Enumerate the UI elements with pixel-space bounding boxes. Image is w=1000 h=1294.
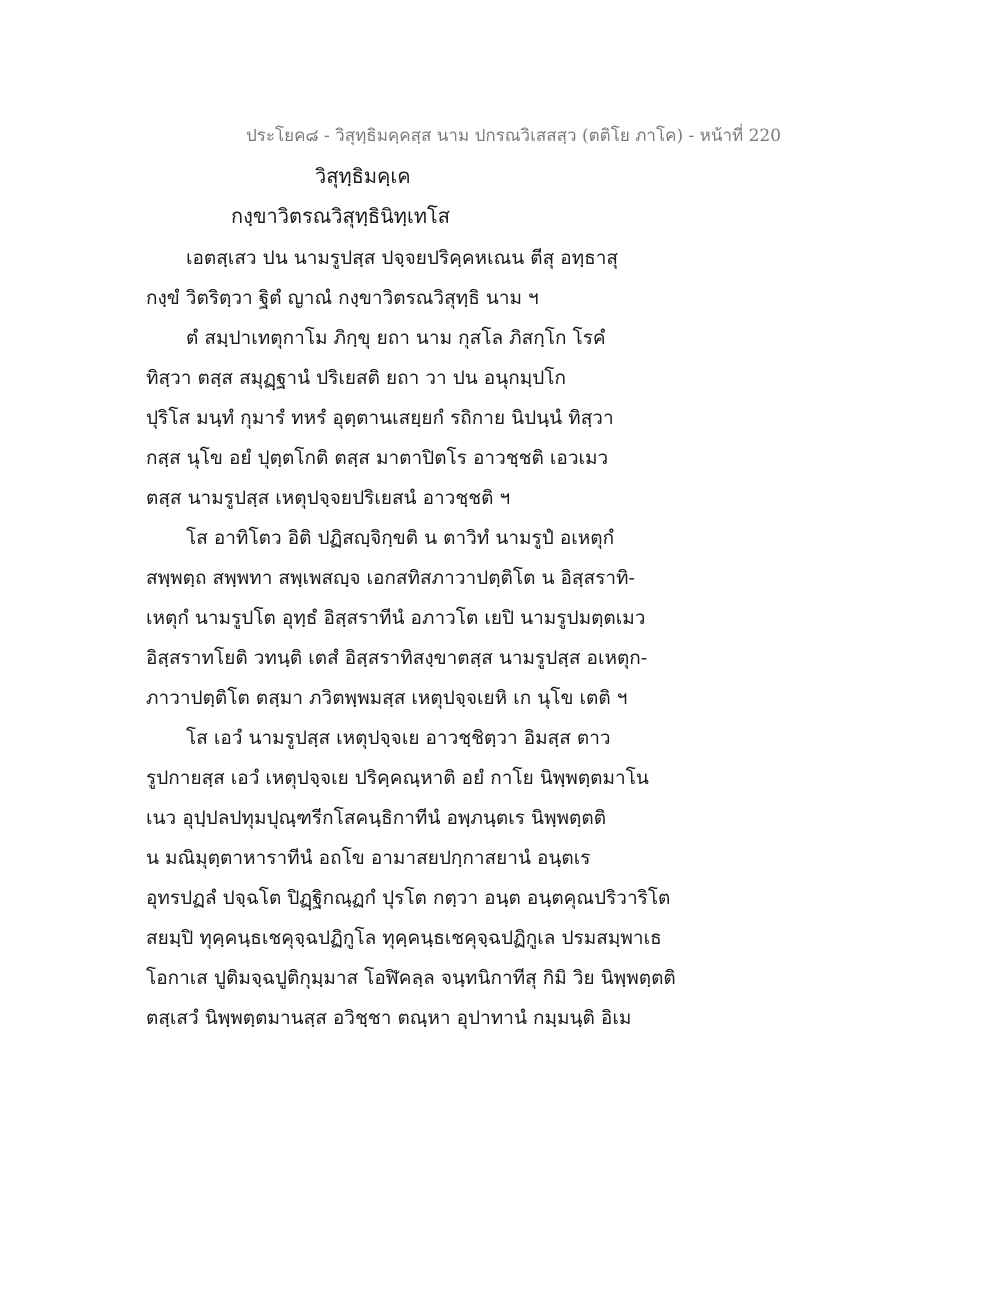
text-line: อิสฺสราทโยติ วทนฺติ เตสํ อิสฺสราทิสงฺขาตสฺส นามรูปสฺส อเหตุก- bbox=[146, 647, 648, 669]
text-line: ตสฺส นามรูปสฺส เหตุปจฺจยปริเยสนํ อาวชฺชติ ฯ bbox=[146, 487, 511, 509]
text-line: รูปกายสฺส เอวํ เหตุปจฺจเย ปริคฺคณฺหาติ อยํ กาโย นิพฺพตฺตมาโน bbox=[146, 767, 649, 789]
text-line: ภาวาปตฺติโต ตสฺมา ภวิตพฺพมสฺส เหตุปจฺจเยหิ เก นุโข เตติ ฯ bbox=[146, 687, 628, 709]
text-line: เนว อุปฺปลปทุมปุณฺฑรีกโสคนฺธิกาทีนํ อพฺภนฺตเร นิพฺพตฺตติ bbox=[146, 807, 607, 829]
text-line: เอตสฺเสว ปน นามรูปสฺส ปจฺจยปริคฺคหเณน ตีสุ อทฺธาสุ bbox=[186, 247, 618, 269]
section-title: กงฺขาวิตรณวิสุทฺธินิทฺเทโส bbox=[231, 204, 450, 228]
text-line: โส เอวํ นามรูปสฺส เหตุปจฺจเย อาวชฺชิตฺวา อิมสฺส ตาว bbox=[186, 727, 611, 749]
text-line: ทิสฺวา ตสฺส สมุฏฺฐานํ ปริเยสติ ยถา วา ปน อนุกมฺปโก bbox=[146, 367, 567, 389]
text-line: ตสฺเสวํ นิพฺพตฺตมานสฺส อวิชฺชา ตณฺหา อุปาทานํ กมฺมนฺติ อิเม bbox=[146, 1007, 632, 1029]
text-line: สพฺพตฺถ สพฺพทา สพฺเพสญฺจ เอกสทิสภาวาปตฺติโต น อิสฺสราทิ- bbox=[146, 567, 635, 589]
paragraph-3 bbox=[146, 518, 706, 718]
text-line: โอกาเส ปูติมจฺฉปูติกุมฺมาส โอฬิคลฺล จนฺทนิกาทีสุ กิมิ วิย นิพฺพตฺตติ bbox=[146, 967, 676, 989]
paragraph-2 bbox=[146, 318, 706, 518]
body-text bbox=[146, 238, 706, 1038]
text-line: ปุริโส มนฺทํ กุมารํ ทหรํ อุตฺตานเสยฺยกํ รถิกาย นิปนฺนํ ทิสฺวา bbox=[146, 407, 614, 429]
text-line: สยมฺปิ ทุคฺคนฺธเชคุจฺฉปฏิกูโล ทุคฺคนฺธเชคุจฺฉปฏิกูเล ปรมสมฺพาเธ bbox=[146, 927, 662, 949]
paragraph-4 bbox=[146, 718, 706, 1038]
text-line: อุทรปฏลํ ปจฺฉโต ปิฏฺฐิกณฺฏกํ ปุรโต กตฺวา อนฺต อนฺตคุณปริวาริโต bbox=[146, 887, 671, 909]
text-line: กสฺส นุโข อยํ ปุตฺตโกติ ตสฺส มาตาปิตโร อาวชฺชติ เอวเมว bbox=[146, 447, 609, 469]
text-line: น มณิมุตฺตาหาราทีนํ อถโข อามาสยปกฺกาสยานํ อนฺตเร bbox=[146, 847, 591, 869]
text-line: โส อาทิโตว อิติ ปฏิสญฺจิกฺขติ น ตาวิทํ นามรูปํ อเหตุกํ bbox=[186, 527, 615, 549]
paragraph-1 bbox=[146, 238, 706, 318]
text-line: ตํ สมฺปาเทตุกาโม ภิกฺขุ ยถา นาม กุสโล ภิสกฺโก โรคํ bbox=[186, 327, 606, 349]
page-header: ประโยค๘ - วิสุทฺธิมคฺคสฺส นาม ปกรณวิเสสสฺว (ตติโย ภาโค) - หน้าที่ 220 bbox=[246, 126, 782, 146]
text-line: กงฺขํ วิตริตฺวา ฐิตํ ญาณํ กงฺขาวิตรณวิสุทฺธิ นาม ฯ bbox=[146, 287, 539, 309]
text-line: เหตุกํ นามรูปโต อุทฺธํ อิสฺสราทีนํ อภาวโต เยปิ นามรูปมตฺตเมว bbox=[146, 607, 646, 629]
book-title: วิสุทฺธิมคฺเค bbox=[315, 164, 411, 188]
